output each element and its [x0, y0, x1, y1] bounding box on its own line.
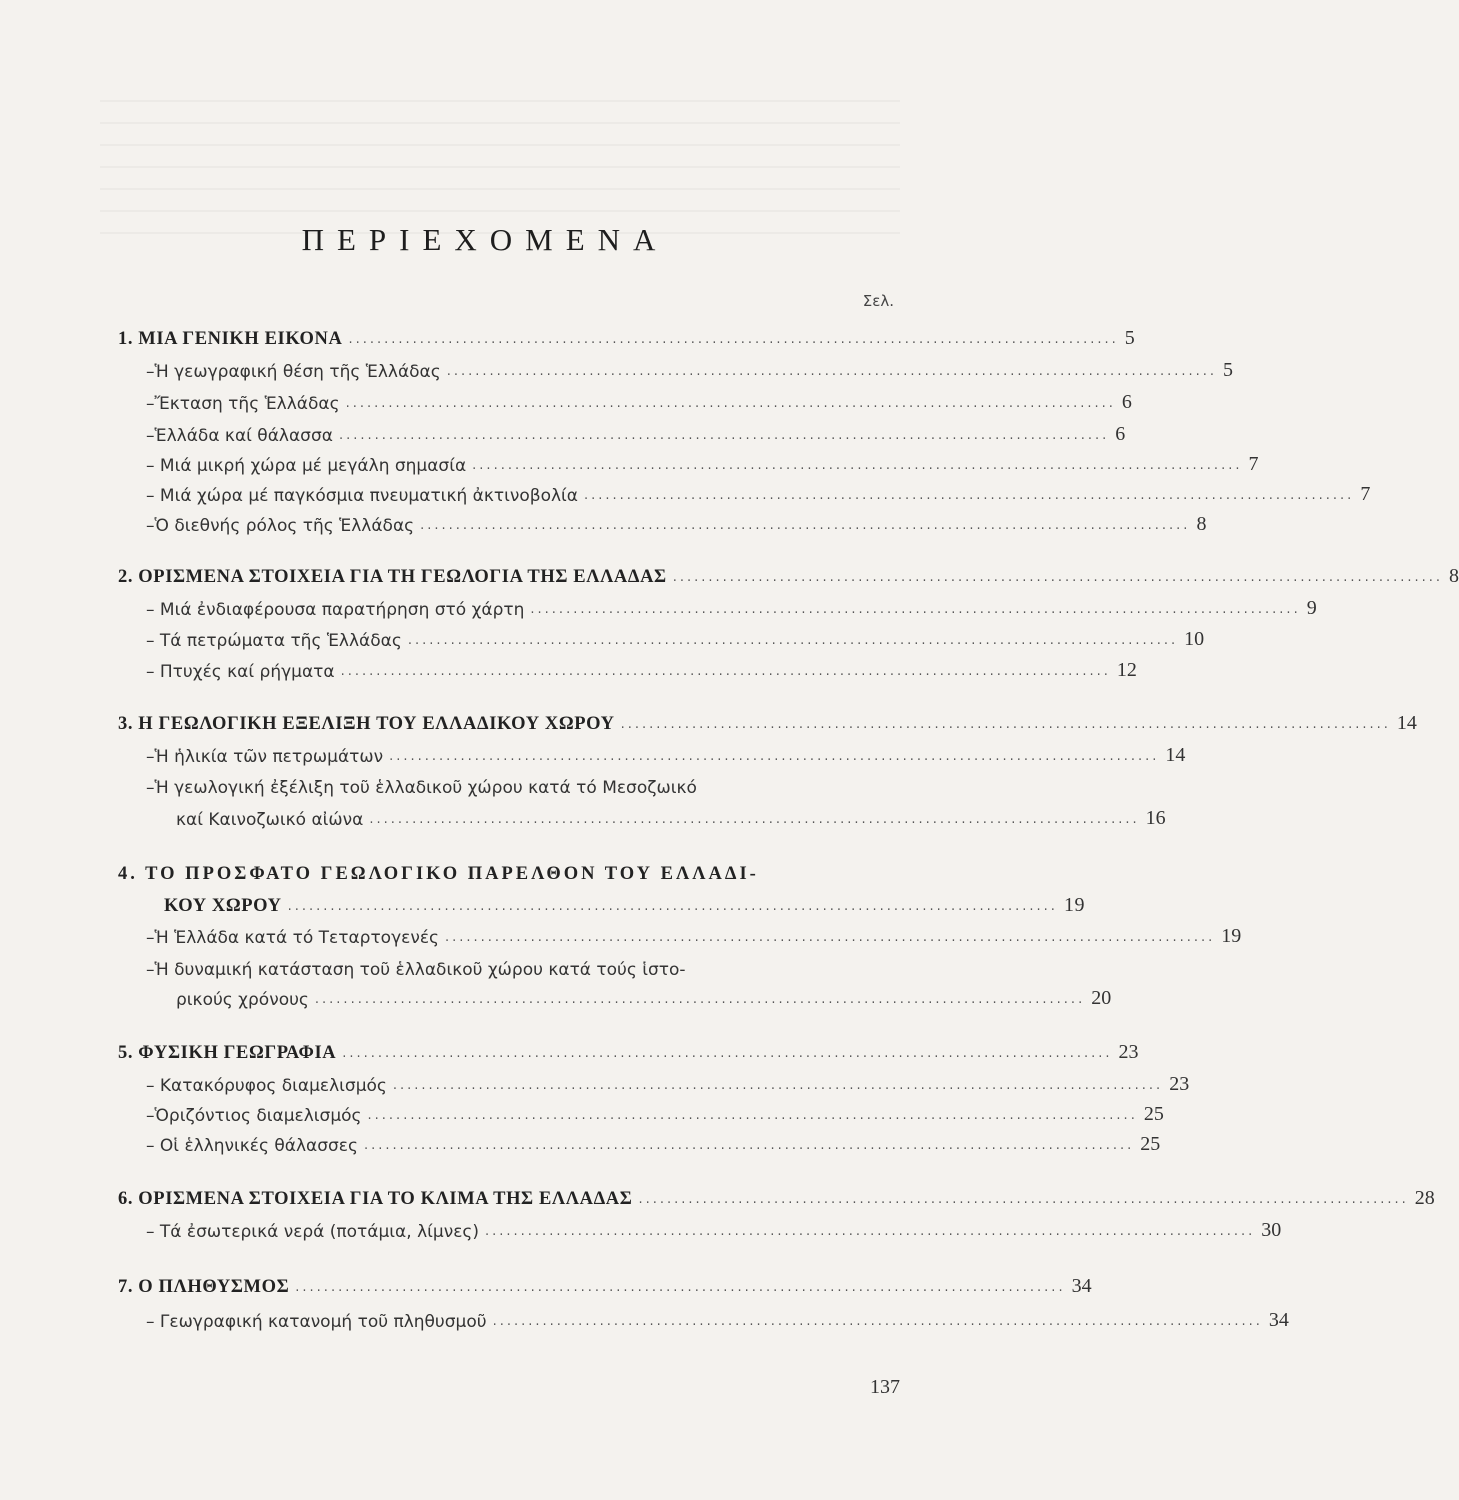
- toc-label: –Ἡ ἡλικία τῶν πετρωμάτων: [146, 747, 384, 767]
- toc-page: 14: [1396, 712, 1417, 734]
- toc-label: – Γεωγραφική κατανομή τοῦ πληθυσμοῦ: [146, 1312, 487, 1332]
- toc-entry[interactable]: [146, 1212, 1282, 1242]
- toc-label: –Ὁριζόντιος διαμελισμός: [146, 1106, 362, 1126]
- leader-dots: ............................................................................................................: [672, 570, 1444, 585]
- leader-dots: ............................................................................................................: [492, 1314, 1263, 1329]
- leader-dots: ............................................................................................................: [287, 899, 1058, 914]
- leader-dots: ............................................................................................................: [392, 1078, 1164, 1093]
- toc-label: 7. Ο ΠΛΗΘΥΣΜΟΣ: [118, 1277, 290, 1297]
- toc-label: ρικούς χρόνους: [176, 990, 309, 1010]
- leader-dots: ............................................................................................................: [485, 1224, 1256, 1239]
- toc-label: – Μιά μικρή χώρα μέ μεγάλη σημασία: [146, 456, 467, 476]
- leader-dots: ............................................................................................................: [472, 458, 1243, 473]
- toc-page: 25: [1143, 1103, 1164, 1125]
- toc-label: –Ἔκταση τῆς Ἑλλάδας: [146, 394, 340, 414]
- leader-dots: ............................................................................................................: [530, 602, 1301, 617]
- toc-section-6[interactable]: [118, 1180, 1435, 1210]
- toc-page: 8: [1196, 513, 1207, 535]
- toc-page: 28: [1414, 1187, 1435, 1209]
- toc-label: –Ὁ διεθνής ρόλος τῆς Ἑλλάδας: [146, 516, 415, 536]
- toc-section-4-continuation[interactable]: [164, 887, 1086, 917]
- leader-dots: ............................................................................................................: [295, 1280, 1066, 1295]
- toc-label: 6. ΟΡΙΣΜΕΝΑ ΣΤΟΙΧΕΙΑ ΓΙΑ ΤΟ ΚΛΙΜΑ ΤΗΣ ΕΛΛΑΔΑΣ: [118, 1189, 633, 1209]
- toc-entry[interactable]: [146, 352, 1234, 382]
- leader-dots: ............................................................................................................: [340, 664, 1111, 679]
- toc-page: 30: [1261, 1219, 1282, 1241]
- toc-entry[interactable]: [146, 1302, 1289, 1332]
- toc-entry[interactable]: [146, 918, 1242, 948]
- toc-section-3[interactable]: [118, 705, 1417, 735]
- toc-entry[interactable]: [146, 446, 1259, 476]
- toc-page: 6: [1121, 391, 1132, 413]
- leader-dots: ............................................................................................................: [363, 1138, 1135, 1153]
- toc-entry[interactable]: [146, 621, 1205, 651]
- toc-entry-line1[interactable]: –Ἡ γεωλογική ἐξέλιξη τοῦ ἑλλαδικοῦ χώρου κατά τό Μεσοζωικό: [146, 778, 697, 798]
- toc-page: 23: [1118, 1041, 1139, 1063]
- toc-label: – Μιά ἐνδιαφέρουσα παρατήρηση στό χάρτη: [146, 600, 525, 620]
- leader-dots: ............................................................................................................: [367, 1108, 1138, 1123]
- toc-entry[interactable]: [146, 384, 1132, 414]
- page-column-header: Σελ.: [862, 292, 894, 310]
- leader-dots: ............................................................................................................: [338, 428, 1110, 443]
- leader-dots: ............................................................................................................: [314, 992, 1086, 1007]
- toc-page: 7: [1248, 453, 1259, 475]
- leader-dots: ............................................................................................................: [446, 364, 1218, 379]
- toc-entry[interactable]: [146, 590, 1317, 620]
- toc-section-2[interactable]: [118, 558, 1459, 588]
- page-title: ΠΕΡΙΕΧΟΜΕΝΑ: [301, 222, 669, 257]
- toc-label: ΚΟΥ ΧΩΡΟΥ: [164, 896, 282, 916]
- toc-label: –Ἡ γεωγραφική θέση τῆς Ἑλλάδας: [146, 362, 441, 382]
- toc-label: καί Καινοζωικό αἰώνα: [176, 810, 364, 830]
- toc-page: 5: [1223, 359, 1234, 381]
- leader-dots: ............................................................................................................: [345, 396, 1116, 411]
- page-number: 137: [870, 1376, 900, 1398]
- leader-dots: ............................................................................................................: [638, 1192, 1409, 1207]
- toc-page: 10: [1184, 628, 1205, 650]
- toc-label: –Ἡ Ἑλλάδα κατά τό Τεταρτογενές: [146, 928, 439, 948]
- toc-page: 8: [1449, 565, 1459, 587]
- toc-page: 34: [1268, 1309, 1289, 1331]
- toc-page: 19: [1063, 894, 1086, 916]
- toc-page: 14: [1165, 744, 1186, 766]
- leader-dots: ............................................................................................................: [407, 633, 1179, 648]
- toc-label: – Τά πετρώματα τῆς Ἑλλάδας: [146, 631, 402, 651]
- toc-label: – Κατακόρυφος διαμελισμός: [146, 1076, 387, 1096]
- toc-entry[interactable]: [146, 1126, 1161, 1156]
- toc-entry-continuation[interactable]: [176, 980, 1112, 1010]
- toc-entry[interactable]: [146, 1066, 1190, 1096]
- toc-page: 23: [1169, 1073, 1190, 1095]
- toc-section-1[interactable]: [118, 320, 1135, 350]
- toc-page: 34: [1071, 1275, 1092, 1297]
- toc-entry[interactable]: [146, 476, 1371, 506]
- toc-entry[interactable]: [146, 737, 1186, 767]
- toc-section-4-line1[interactable]: 4. ΤΟ ΠΡΟΣΦΑΤΟ ΓΕΩΛΟΓΙΚΟ ΠΑΡΕΛΘΟΝ ΤΟΥ ΕΛΛΑΔΙ-: [118, 864, 759, 884]
- toc-page: 19: [1221, 925, 1242, 947]
- toc-page: 7: [1360, 483, 1371, 505]
- toc-entry-continuation[interactable]: [176, 800, 1166, 830]
- toc-section-7[interactable]: [118, 1268, 1092, 1298]
- toc-label: – Τά ἐσωτερικά νερά (ποτάμια, λίμνες): [146, 1222, 479, 1242]
- toc-entry[interactable]: [146, 652, 1137, 682]
- toc-label: 5. ΦΥΣΙΚΗ ΓΕΩΓΡΑΦΙΑ: [118, 1043, 337, 1063]
- toc-label: 2. ΟΡΙΣΜΕΝΑ ΣΤΟΙΧΕΙΑ ΓΙΑ ΤΗ ΓΕΩΛΟΓΙΑ ΤΗΣ ΕΛΛΑΔΑΣ: [118, 567, 667, 587]
- leader-dots: ............................................................................................................: [584, 488, 1355, 503]
- toc-label: – Οἱ ἑλληνικές θάλασσες: [146, 1136, 358, 1156]
- toc-page: 25: [1140, 1133, 1161, 1155]
- leader-dots: ............................................................................................................: [348, 332, 1119, 347]
- toc-entry-line1[interactable]: –Ἡ δυναμική κατάσταση τοῦ ἑλλαδικοῦ χώρου κατά τούς ἱστο-: [146, 960, 686, 980]
- toc-page: 20: [1091, 987, 1112, 1009]
- toc-label: 1. ΜΙΑ ΓΕΝΙΚΗ ΕΙΚΟΝΑ: [118, 329, 343, 349]
- toc-label: –Ἑλλάδα καί θάλασσα: [146, 426, 333, 446]
- leader-dots: ............................................................................................................: [420, 518, 1191, 533]
- leader-dots: ............................................................................................................: [389, 749, 1160, 764]
- toc-page: 6: [1115, 423, 1126, 445]
- toc-label: 3. Η ΓΕΩΛΟΓΙΚΗ ΕΞΕΛΙΞΗ ΤΟΥ ΕΛΛΑΔΙΚΟΥ ΧΩΡΟΥ: [118, 714, 615, 734]
- toc-entry[interactable]: [146, 1096, 1164, 1126]
- leader-dots: ............................................................................................................: [620, 717, 1391, 732]
- toc-page: 5: [1124, 327, 1135, 349]
- toc-page: 9: [1306, 597, 1317, 619]
- toc-entry[interactable]: [146, 416, 1126, 446]
- toc-label: – Πτυχές καί ρήγματα: [146, 662, 335, 682]
- leader-dots: ............................................................................................................: [445, 930, 1216, 945]
- toc-section-5[interactable]: [118, 1034, 1139, 1064]
- toc-page: 12: [1116, 659, 1137, 681]
- leader-dots: ............................................................................................................: [369, 812, 1140, 827]
- toc-label: – Μιά χώρα μέ παγκόσμια πνευματική ἀκτινοβολία: [146, 486, 579, 506]
- leader-dots: ............................................................................................................: [342, 1046, 1113, 1061]
- toc-page: 16: [1145, 807, 1166, 829]
- toc-entry[interactable]: [146, 506, 1207, 536]
